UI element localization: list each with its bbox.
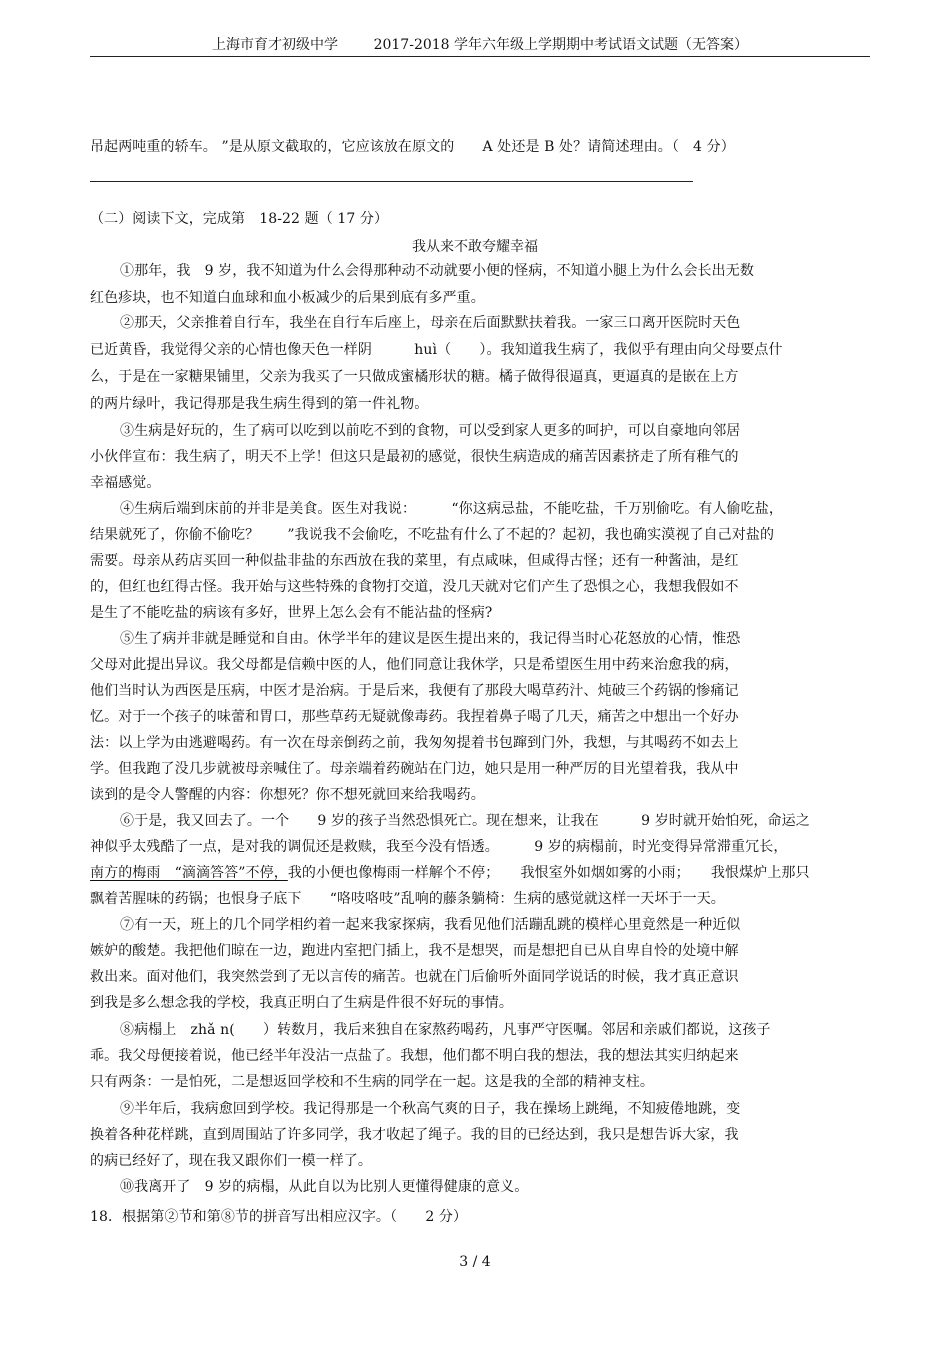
article-line: 需要。母亲从药店买回一种似盐非盐的东西放在我的菜里，有点咸味，但咸得古怪；还有一种酱油，是红: [90, 553, 739, 569]
article-line: 救出来。面对他们，我突然尝到了无以言传的痛苦。也就在门后偷听外面同学说话的时候，我才真正意识: [90, 969, 739, 985]
article-line: 已近黄昏，我觉得父亲的心情也像天色一样阴 huì（ ）。我知道我生病了，我似乎有理由向父母要点什: [90, 342, 783, 358]
article-line: 神似乎太残酷了一点，是对我的调侃还是救赎，我至今没有悟透。 9 岁的病榻前，时光变得异常滞重冗长，: [90, 839, 788, 855]
paragraph-6-line: [90, 864, 810, 882]
article-line: 忆。对于一个孩子的味蕾和胃口，那些草药无疑就像毒药。我捏着鼻子喝了几天，痛苦之中想出一个好办: [90, 709, 739, 725]
article-line: ⑨半年后，我病愈回到学校。我记得那是一个秋高气爽的日子，我在操场上跳绳，不知疲倦地跳，变: [120, 1101, 741, 1117]
page-number: 3 / 4: [459, 1254, 491, 1270]
article-line: 么，于是在一家糖果铺里，父亲为我买了一只做成蜜橘形状的糖。橘子做得很逼真，更逼真的是嵌在上方: [90, 369, 739, 385]
article-line: 读到的是令人警醒的内容：你想死？你不想死就回来给我喝药。: [90, 787, 485, 803]
article-line: 是生了不能吃盐的病该有多好，世界上怎么会有不能沾盐的怪病?: [90, 605, 493, 621]
article-line: 父母对此提出异议。我父母都是信赖中医的人，他们同意让我休学，只是希望医生用中药来治愈我的病，: [90, 657, 739, 673]
article-line: ⑧病榻上 zhǎ n( ）转数月，我后来独自在家熬药喝药，凡事严守医嘱。邻居和亲戚们都说，这孩子: [120, 1022, 771, 1038]
underlined-phrase: 南方的梅雨 “滴滴答答”不停，: [90, 865, 288, 881]
article-line: 的病已经好了，现在我又跟你们一模一样了。: [90, 1153, 372, 1169]
article-line: 红色疹块，也不知道白血球和血小板减少的后果到底有多严重。: [90, 290, 485, 306]
header-rule: [90, 56, 870, 57]
article-line: 法：以上学为由逃避喝药。有一次在母亲倒药之前，我匆匆提着书包蹿到门外，我想，与其喝药不如去上: [90, 735, 739, 751]
article-line: 只有两条：一是怕死，二是想返回学校和不生病的同学在一起。这是我的全部的精神支柱。: [90, 1074, 654, 1090]
article-line: 的，但红也红得古怪。我开始与这些特殊的食物打交道，没几天就对它们产生了恐惧之心，我想我假如不: [90, 579, 739, 595]
article-line: 嫉妒的酸楚。我把他们晾在一边，跑进内室把门插上，我不是想哭，而是想把自已从自卑自怜的处境中解: [90, 943, 739, 959]
article-line: ⑤生了病并非就是睡觉和自由。休学半年的建议是医生提出来的，我记得当时心花怒放的心情，惟恐: [120, 631, 741, 647]
article-line: 结果就死了，你偷不偷吃？ ”我说我不会偷吃，不吃盐有什么了不起的？起初，我也确实漠视了自己对盐的: [90, 527, 775, 543]
article-line: 乖。我父母便接着说，他已经半年没沾一点盐了。我想，他们都不明白我的想法，我的想法其实归纳起来: [90, 1048, 739, 1064]
article-line: ⑥于是，我又回去了。一个 9 岁的孩子当然恐惧死亡。现在想来，让我在 9 岁时就开始怕死，命运之: [120, 813, 810, 829]
article-line: 小伙伴宣布：我生病了，明天不上学！但这只是最初的感觉，很快生病造成的痛苦因素挤走了所有稚气的: [90, 449, 739, 465]
article-line: ③生病是好玩的，生了病可以吃到以前吃不到的食物，可以受到家人更多的呵护，可以自豪地向邻居: [120, 423, 741, 439]
article-title: 我从来不敢夸耀幸福: [412, 239, 538, 255]
question-18: 18．根据第②节和第⑧节的拼音写出相应汉字。（ 2 分）: [90, 1209, 468, 1225]
section-2-heading: （二）阅读下文，完成第 18-22 题（ 17 分）: [90, 211, 389, 227]
article-line: 幸福感觉。: [90, 475, 161, 491]
article-line: 学。但我跑了没几步就被母亲喊住了。母亲端着药碗站在门边，她只是用一种严厉的目光望着我，我从中: [90, 761, 739, 777]
article-line: ②那天，父亲推着自行车，我坐在自行车后座上，母亲在后面默默扶着我。一家三口离开医院时天色: [120, 315, 741, 331]
line-rest: 我的小便也像梅雨一样解个不停； 我恨室外如烟如雾的小雨； 我恨煤炉上那只: [287, 865, 810, 881]
article-line: 他们当时认为西医是压病，中医才是治病。于是后来，我便有了那段大喝草药汁、炖破三个药锅的惨痛记: [90, 683, 739, 699]
article-line: ⑩我离开了 9 岁的病榻，从此自以为比别人更懂得健康的意义。: [120, 1179, 529, 1195]
article-line: 的两片绿叶，我记得那是我生病生得到的第一件礼物。: [90, 396, 429, 412]
article-line: ⑦有一天，班上的几个同学相约着一起来我家探病，我看见他们活蹦乱跳的模样心里竟然是一种近似: [120, 917, 741, 933]
header-exam-title: 2017-2018 学年六年级上学期期中考试语文试题（无答案）: [373, 37, 749, 53]
answer-line: [90, 181, 693, 182]
header-school: 上海市育才初级中学: [211, 37, 338, 53]
article-line: ④生病后端到床前的并非是美食。医生对我说： “你这病忌盐，不能吃盐，千万别偷吃。有人偷吃盐，: [120, 501, 783, 517]
article-line: 换着各种花样跳，直到周围站了许多同学，我才收起了绳子。我的目的已经达到，我只是想告诉大家，我: [90, 1127, 739, 1143]
article-line: ①那年，我 9 岁，我不知道为什么会得那种动不动就要小便的怪病，不知道小腿上为什么会长出无数: [120, 263, 754, 279]
question-17-tail: 吊起两吨重的轿车。 ”是从原文截取的，它应该放在原文的 A 处还是 B 处？请简述理由。（ 4 分）: [90, 139, 735, 155]
article-line: 飘着苦腥味的药锅；也恨身子底下 “咯吱咯吱”乱响的藤条躺椅：生病的感觉就这样一天坏于一天。: [90, 891, 725, 907]
article-line: 到我是多么想念我的学校，我真正明白了生病是件很不好玩的事情。: [90, 995, 513, 1011]
page-header: [90, 34, 870, 54]
